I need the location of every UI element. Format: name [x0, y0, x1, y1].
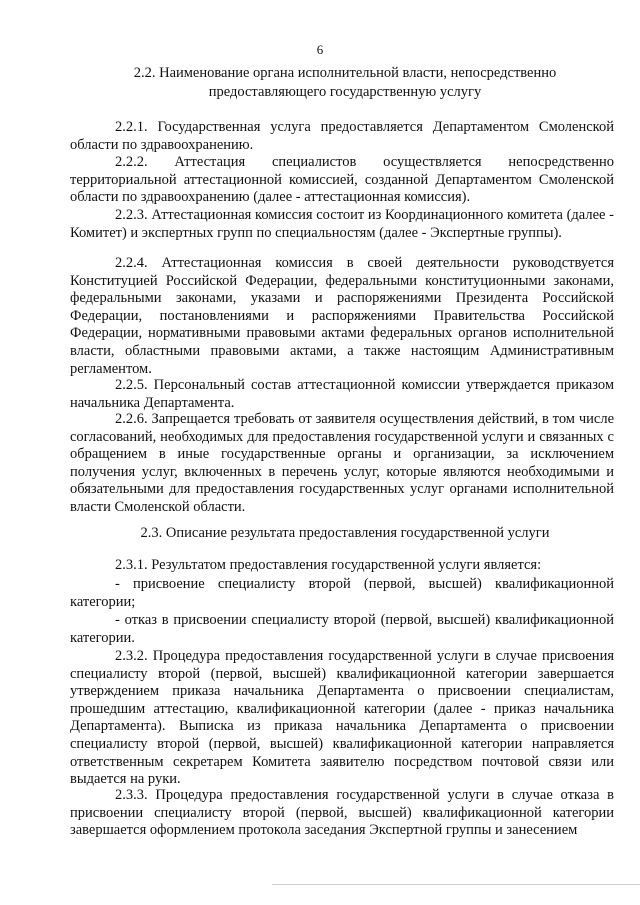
paragraph-2-2-5: 2.2.5. Персональный состав аттестационной комиссии утверждается приказом начальника Департамента. — [70, 377, 614, 411]
section-heading-2-3 — [90, 524, 600, 543]
paragraph-2-2-3: 2.2.3. Аттестационная комиссия состоит из Координационного комитета (далее - Комитет) и экспертных групп по специальностям (далее - Экспертные группы). — [70, 207, 614, 241]
list-item-refusal: - отказ в присвоении специалисту второй (первой, высшей) квалификационной категории. — [70, 612, 614, 646]
section-heading-line: предоставляющего государственную услугу — [208, 84, 482, 100]
paragraph-2-2-1: 2.2.1. Государственная услуга предоставляется Департаментом Смоленской области по здравоохранению. — [70, 119, 614, 153]
paragraph-2-3-3: 2.3.3. Процедура предоставления государственной услуги в случае отказа в присвоении специалисту второй (первой, высшей) квалификационной категории завершается оформлением протокола заседания Экспертной группы и занесением — [70, 787, 614, 839]
page-edge-line — [272, 884, 640, 885]
paragraph-2-2-6: 2.2.6. Запрещается требовать от заявителя осуществления действий, в том числе согласований, необходимых для предоставления государственной услуги и связанных с обращением в иные государственные органы и организации, за исключением получения услуг, включенных в перечень услуг, которые являются необходимыми и обязательными для предоставления государственных услуг органами исполнительной власти Смоленской области. — [70, 411, 614, 515]
paragraph-2-3-1: 2.3.1. Результатом предоставления государственной услуги является: — [115, 557, 542, 573]
list-item-assignment: - присвоение специалисту второй (первой, высшей) квалификационной категории; — [70, 576, 614, 610]
section-heading-line: 2.2. Наименование органа исполнительной власти, непосредственно — [133, 65, 557, 81]
paragraph-2-3-2: 2.3.2. Процедура предоставления государственной услуги в случае присвоения специалисту второй (первой, высшей) квалификационной категории завершается утверждением приказа начальника Департамента о присвоении специалистам, прошедшим аттестацию, квалификационной категории (далее - приказ начальника Департамента). Выписка из приказа начальника Департамента о присвоении специалисту второй (первой, высшей) квалификационной категории направляется ответственным секретарем Комитета заявителю посредством почтовой связи или выдается на руки. — [70, 648, 614, 788]
section-heading-line: 2.3. Описание результата предоставления государственной услуги — [140, 525, 550, 541]
paragraph-2-2-2: 2.2.2. Аттестация специалистов осуществляется непосредственно территориальной аттестационной комиссией, созданной Департаментом Смоленской области по здравоохранению (далее - аттестационная комиссия). — [70, 154, 614, 206]
page-number: 6 — [316, 42, 324, 57]
paragraph-2-2-4: 2.2.4. Аттестационная комиссия в своей деятельности руководствуется Конституцией Российской Федерации, федеральными конституционными законами, федеральными законами, указами и распоряжениями Президента Российской Федерации, постановлениями и распоряжениями Правительства Российской Федерации, нормативными правовыми актами федеральных органов исполнительной власти, областными правовыми актами, а также настоящим Административным регламентом. — [70, 255, 614, 377]
section-heading-2-2 — [90, 64, 600, 102]
